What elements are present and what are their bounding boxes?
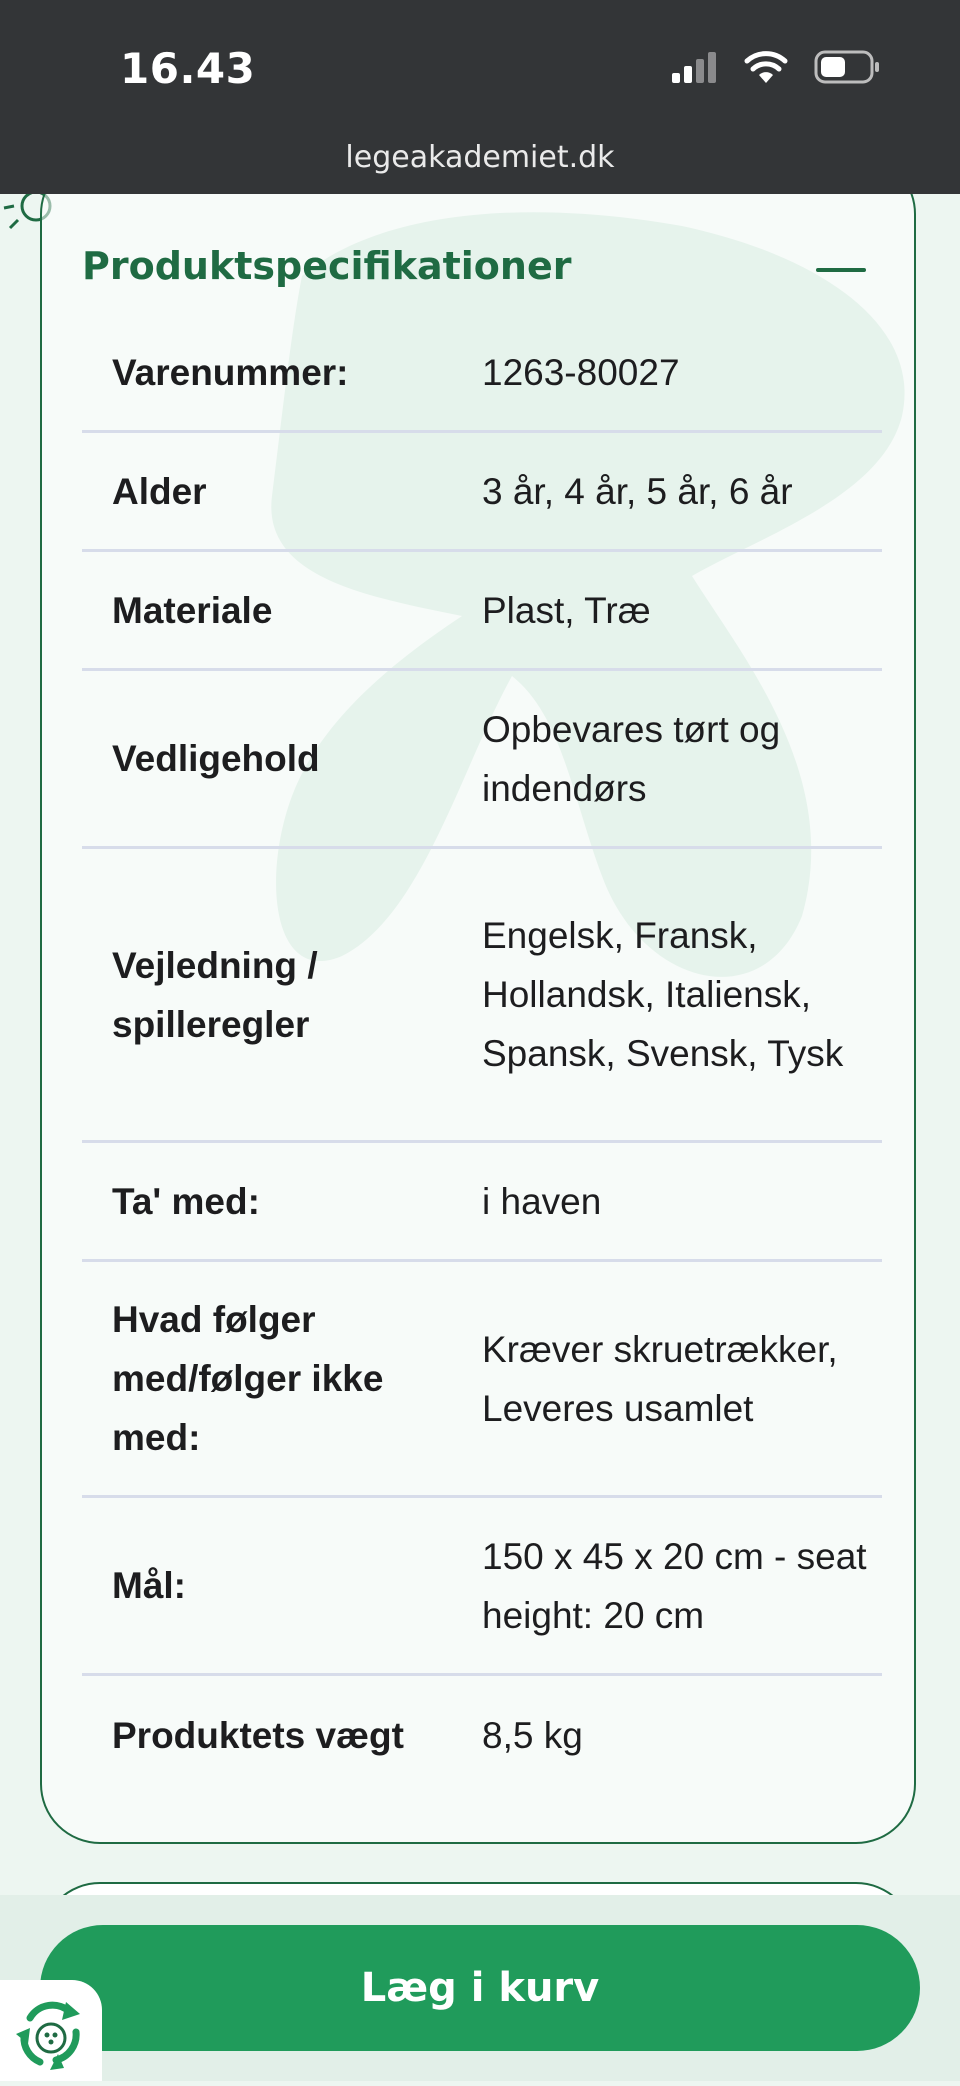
spec-value: Plast, Træ [482, 589, 651, 631]
collapse-minus-icon[interactable] [816, 268, 866, 272]
spec-value: 1263-80027 [482, 351, 680, 393]
spec-label: Vejledning / spilleregler [112, 944, 318, 1045]
spec-value: Kræver skruetrækker, Leveres usamlet [482, 1328, 838, 1429]
cellular-signal-icon [670, 51, 718, 83]
spec-label: Alder [112, 470, 207, 512]
spec-label: Varenummer: [112, 351, 349, 393]
recycle-icon [0, 1980, 102, 2081]
url-bar[interactable]: legeakademiet.dk [345, 140, 615, 175]
add-to-cart-button[interactable]: Læg i kurv [40, 1925, 920, 2051]
spec-row-vedligehold [82, 671, 882, 849]
spec-row-maal [82, 1498, 882, 1676]
spec-value: 8,5 kg [482, 1715, 583, 1756]
spec-label: Materiale [112, 589, 273, 631]
spec-value: Opbevares tørt og indendørs [482, 708, 781, 809]
spec-label: Ta' med: [112, 1180, 260, 1222]
spec-row-alder [82, 433, 882, 552]
status-icons [670, 50, 880, 84]
page-content [0, 194, 960, 2081]
spec-row-varenummer [82, 314, 882, 433]
spec-label: Vedligehold [112, 738, 320, 779]
product-specifications-panel [40, 194, 916, 1844]
status-time: 16.43 [120, 44, 256, 93]
spec-value: 3 år, 4 år, 5 år, 6 år [482, 470, 793, 512]
spec-value: Engelsk, Fransk, Hollandsk, Italiensk, Spansk, Svensk, Tysk [482, 915, 844, 1074]
specification-table [82, 314, 882, 1795]
spec-value: 150 x 45 x 20 cm - seat height: 20 cm [482, 1535, 867, 1636]
spec-label: Produktets vægt [112, 1715, 404, 1756]
spec-value: i haven [482, 1180, 602, 1222]
panel-title: Produktspecifikationer [82, 244, 572, 288]
spec-label: Hvad følger med/følger ikke med: [112, 1299, 384, 1458]
spec-row-materiale [82, 552, 882, 671]
spec-row-ta-med [82, 1143, 882, 1262]
wifi-icon [744, 50, 788, 84]
spec-row-produktets-vaegt [82, 1676, 882, 1795]
battery-icon [814, 50, 880, 84]
recycle-widget[interactable] [0, 1980, 102, 2081]
spec-label: Mål: [112, 1565, 186, 1606]
status-bar [0, 0, 960, 194]
spec-row-hvad-foelger-med [82, 1262, 882, 1498]
spec-row-vejledning [82, 849, 882, 1143]
